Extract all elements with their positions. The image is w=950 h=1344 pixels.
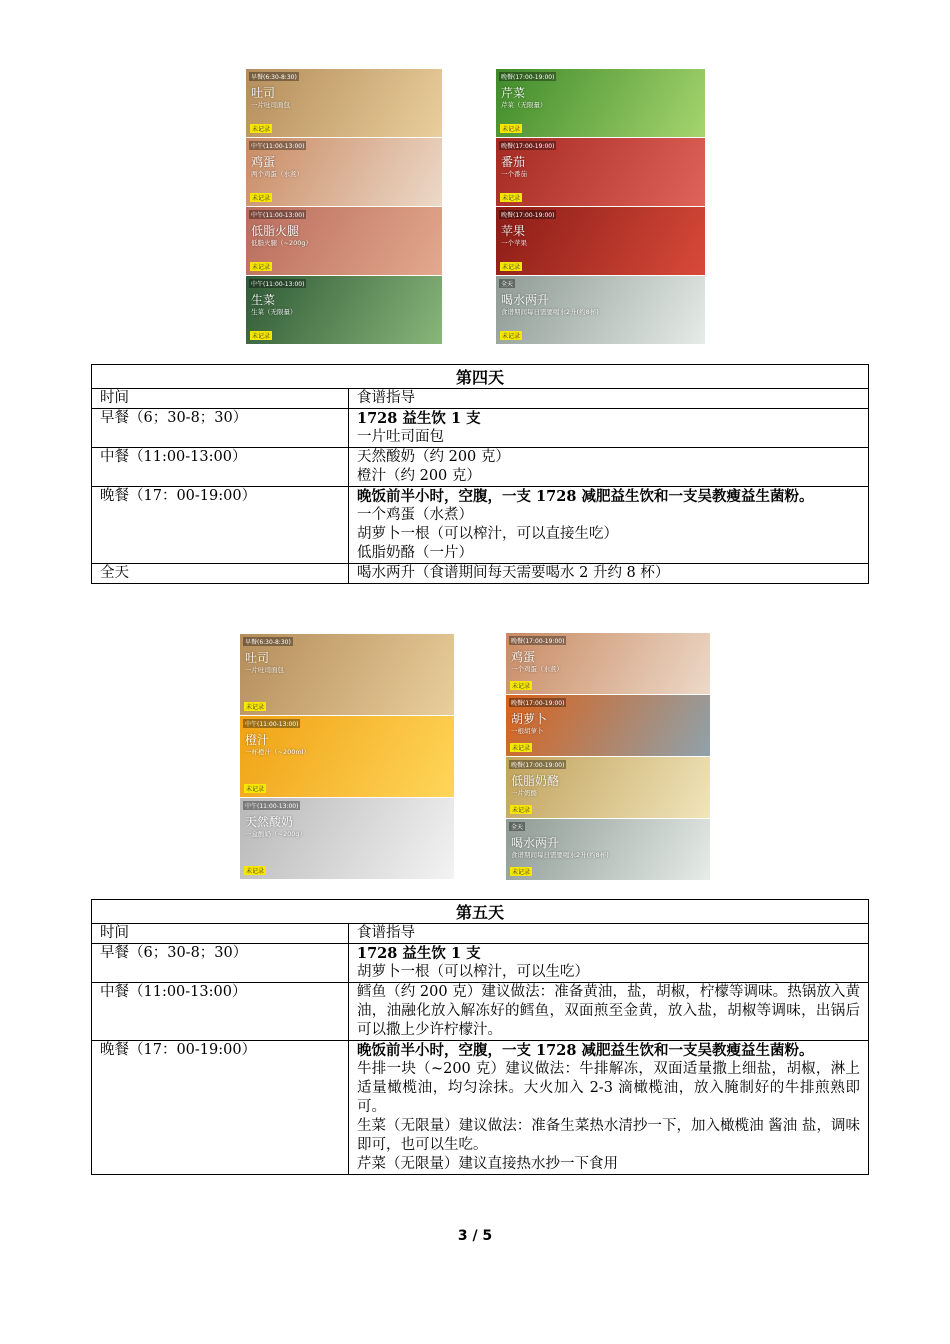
food-name: 鸡蛋: [511, 650, 536, 664]
food-photo-card: [506, 633, 710, 695]
guide-line: 1728 益生饮 1 支: [357, 945, 481, 962]
photo-column-day4-left: [240, 634, 454, 880]
food-name: 吐司: [245, 651, 270, 665]
meal-time-tag: 晚餐(17:00-19:00): [511, 762, 565, 769]
meal-time: 晚餐（17：00-19:00）: [92, 487, 349, 564]
record-status-badge: 未记录: [502, 333, 521, 340]
food-photo-card: [240, 798, 454, 880]
meal-guide: [349, 448, 869, 487]
record-status-badge: 未记录: [502, 264, 521, 271]
food-photo-card: [506, 695, 710, 757]
record-status-badge: 未记录: [512, 869, 531, 876]
day4-title: 第四天: [92, 365, 869, 389]
guide-line: 橙汁（约 200 克）: [357, 468, 481, 484]
food-portion: 一杯橙汁（~200ml）: [245, 748, 310, 756]
photo-column-day4-right: [506, 633, 710, 881]
meal-row: [92, 983, 869, 1041]
meal-time-tag: 晚餐(17:00-19:00): [501, 74, 555, 81]
food-portion: 食谱期间每日需要喝水2升(约8杯): [501, 308, 599, 316]
guide-line: 生菜（无限量）建议做法：准备生菜热水清抄一下，加入橄榄油 酱油 盐，调味即可，也可以生吃。: [357, 1118, 860, 1153]
food-name: 低脂奶酪: [511, 774, 560, 788]
record-status-badge: 未记录: [502, 126, 521, 133]
food-name: 天然酸奶: [245, 815, 294, 829]
meal-time: 早餐（6；30-8；30）: [92, 409, 349, 448]
guide-line: 天然酸奶（约 200 克）: [357, 449, 510, 465]
meal-time-tag: 中午(11:00-13:00): [251, 281, 305, 288]
food-name: 苹果: [501, 224, 526, 238]
meal-row: [92, 564, 869, 584]
food-portion: 一个苹果: [501, 239, 527, 247]
meal-time: 中餐（11:00-13:00）: [92, 448, 349, 487]
food-portion: 一片吐司面包: [245, 666, 284, 674]
food-photo-card: [246, 69, 442, 138]
meal-time: 晚餐（17：00-19:00）: [92, 1041, 349, 1175]
guide-header: 食谱指导: [349, 389, 869, 409]
record-status-badge: 未记录: [246, 868, 265, 875]
record-status-badge: 未记录: [512, 683, 531, 690]
meal-guide: [349, 564, 869, 584]
guide-line: 喝水两升（食谱期间每天需要喝水 2 升约 8 杯）: [357, 565, 670, 581]
food-photo-card: [246, 207, 442, 276]
food-name: 喝水两升: [501, 293, 550, 307]
food-name: 芹菜: [501, 86, 526, 100]
food-portion: 生菜（无限量）: [251, 308, 297, 316]
food-photo-card: [506, 819, 710, 881]
food-photo-card: [496, 69, 705, 138]
time-header: 时间: [92, 924, 349, 944]
meal-time-tag: 中午(11:00-13:00): [251, 143, 305, 150]
meal-time-tag: 晚餐(17:00-19:00): [511, 638, 565, 645]
meal-time-tag: 全天: [501, 281, 514, 288]
food-portion: 一根胡萝卜: [511, 727, 544, 735]
food-photo-card: [240, 634, 454, 716]
food-portion: 低脂火腿（~200g）: [251, 239, 312, 247]
record-status-badge: 未记录: [512, 745, 531, 752]
guide-line: 一片吐司面包: [357, 429, 444, 445]
record-status-badge: 未记录: [252, 264, 271, 271]
food-name: 吐司: [251, 86, 276, 100]
meal-time-tag: 晚餐(17:00-19:00): [501, 212, 555, 219]
food-photo-card: [240, 716, 454, 798]
food-portion: 芹菜（无限量）: [501, 101, 547, 109]
guide-line: 胡萝卜一根（可以榨汁，可以直接生吃）: [357, 526, 618, 542]
guide-line: 牛排一块（~200 克）建议做法：牛排解冻，双面适量撒上细盐，胡椒，淋上适量橄榄油，均匀涂抹。大火加入 2-3 滴橄榄油，放入腌制好的牛排煎熟即可。: [357, 1061, 860, 1115]
meal-guide: [349, 487, 869, 564]
meal-time-tag: 晚餐(17:00-19:00): [511, 700, 565, 707]
record-status-badge: 未记录: [252, 126, 271, 133]
food-photo-card: [246, 138, 442, 207]
meal-guide: [349, 944, 869, 983]
food-name: 番茄: [501, 155, 526, 169]
guide-line: 晚饭前半小时，空腹，一支 1728 减肥益生饮和一支吴教瘦益生菌粉。: [357, 488, 814, 505]
time-header: 时间: [92, 389, 349, 409]
page-number: 3 / 5: [457, 1228, 493, 1244]
record-status-badge: 未记录: [252, 333, 271, 340]
photo-column-day3-left: [246, 69, 442, 345]
food-portion: 两个鸡蛋（水煮）: [251, 170, 303, 178]
meal-row: [92, 944, 869, 983]
meal-guide: [349, 409, 869, 448]
meal-row: [92, 487, 869, 564]
meal-row: [92, 1041, 869, 1175]
meal-time: 早餐（6；30-8；30）: [92, 944, 349, 983]
food-portion: 一个番茄: [501, 170, 527, 178]
food-portion: 一片奶酪: [511, 789, 537, 797]
meal-time-tag: 全天: [511, 824, 524, 831]
meal-time: 全天: [92, 564, 349, 584]
meal-row: [92, 448, 869, 487]
guide-line: 鳕鱼（约 200 克）建议做法：准备黄油，盐，胡椒，柠檬等调味。热锅放入黄油，油融化放入解冻好的鳕鱼，双面煎至金黄，放入盐，胡椒等调味，出锅后可以撒上少许柠檬汁。: [357, 984, 860, 1038]
meal-guide: [349, 1041, 869, 1175]
food-photo-card: [246, 276, 442, 345]
record-status-badge: 未记录: [246, 786, 265, 793]
guide-header: 食谱指导: [349, 924, 869, 944]
guide-line: 胡萝卜一根（可以榨汁，可以生吃）: [357, 964, 589, 980]
day4-meal-table: [91, 364, 869, 584]
meal-time-tag: 中午(11:00-13:00): [245, 803, 299, 810]
day5-title: 第五天: [92, 900, 869, 924]
meal-time-tag: 早餐(6:30-8:30): [245, 639, 291, 646]
food-portion: 一盒酸奶（~200g）: [245, 830, 306, 838]
meal-time-tag: 早餐(6:30-8:30): [251, 74, 297, 81]
record-status-badge: 未记录: [246, 704, 265, 711]
guide-line: 一个鸡蛋（水煮）: [357, 507, 473, 523]
guide-line: 低脂奶酪（一片）: [357, 545, 473, 561]
meal-time-tag: 中午(11:00-13:00): [245, 721, 299, 728]
photo-column-day3-right: [496, 69, 705, 345]
food-name: 低脂火腿: [251, 224, 300, 238]
food-portion: 食谱期间每日需要喝水2升(约8杯): [511, 851, 609, 859]
food-name: 橙汁: [245, 733, 270, 747]
food-photo-card: [496, 138, 705, 207]
food-name: 生菜: [251, 293, 276, 307]
meal-time-tag: 晚餐(17:00-19:00): [501, 143, 555, 150]
guide-line: 芹菜（无限量）建议直接热水抄一下食用: [357, 1156, 618, 1172]
food-name: 喝水两升: [511, 836, 560, 850]
food-name: 鸡蛋: [251, 155, 276, 169]
meal-row: [92, 409, 869, 448]
day5-meal-table: [91, 899, 869, 1175]
food-portion: 一个鸡蛋（水煮）: [511, 665, 563, 673]
guide-line: 1728 益生饮 1 支: [357, 410, 481, 427]
food-portion: 一片吐司面包: [251, 101, 290, 109]
guide-line: 晚饭前半小时，空腹，一支 1728 减肥益生饮和一支吴教瘦益生菌粉。: [357, 1042, 814, 1059]
record-status-badge: 未记录: [502, 195, 521, 202]
food-photo-card: [496, 207, 705, 276]
meal-time: 中餐（11:00-13:00）: [92, 983, 349, 1041]
meal-time-tag: 中午(11:00-13:00): [251, 212, 305, 219]
food-photo-card: [496, 276, 705, 345]
food-name: 胡萝卜: [511, 712, 548, 726]
record-status-badge: 未记录: [252, 195, 271, 202]
food-photo-card: [506, 757, 710, 819]
meal-guide: [349, 983, 869, 1041]
record-status-badge: 未记录: [512, 807, 531, 814]
